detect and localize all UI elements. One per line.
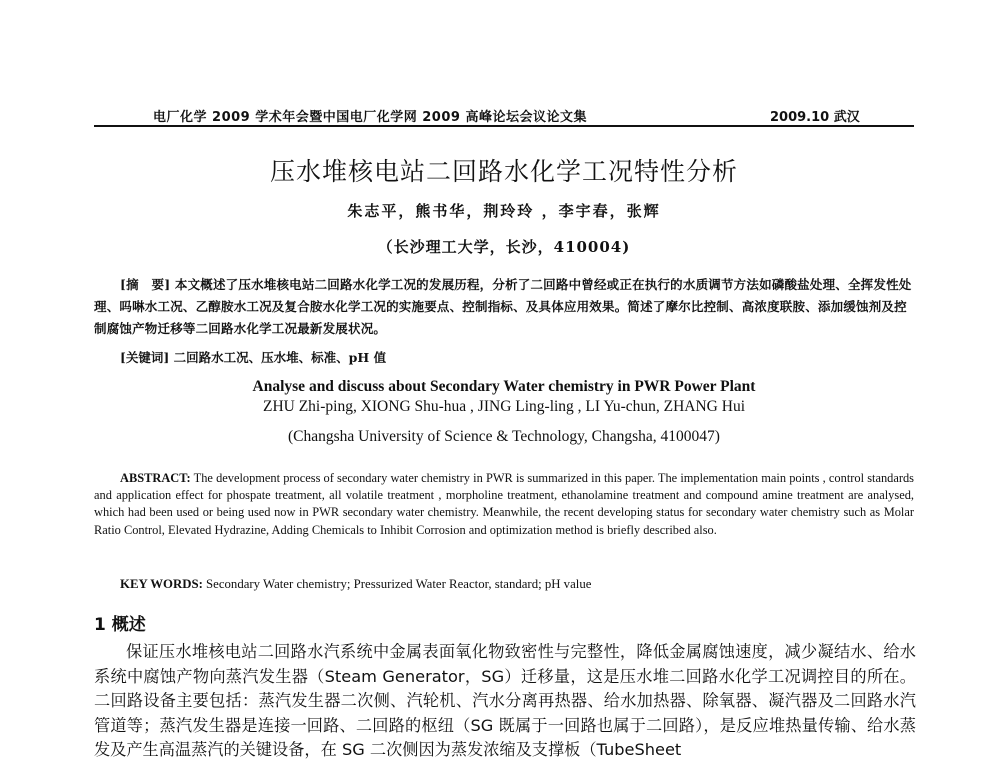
running-header-left: 电厂化学 2009 学术年会暨中国电厂化学网 2009 高峰论坛会议论文集 [153,110,587,125]
abstract-english [94,470,914,539]
keywords-english-label: KEY WORDS: [120,577,203,591]
section-1-heading: 1 概述 [94,615,146,635]
english-authors: ZHU Zhi-ping, XIONG Shu-hua , JING Ling-ling , LI Yu-chun, ZHANG Hui [262,398,745,415]
paper-title: 压水堆核电站二回路水化学工况特性分析 [269,157,738,186]
keywords-chinese: [关键词] 二回路水工况、压水堆、标准、pH 值 [120,350,387,365]
running-header-right: 2009.10 武汉 [770,110,860,125]
english-title: Analyse and discuss about Secondary Water chemistry in PWR Power Plant [252,378,756,395]
header-rule [94,125,914,127]
affiliation: （长沙理工大学，长沙，410004) [377,238,631,256]
english-affiliation: (Changsha University of Science & Technology, Changsha, 4100047) [288,428,720,445]
abstract-english-label: ABSTRACT: [120,471,191,485]
section-1-body: 保证压水堆核电站二回路水汽系统中金属表面氧化物致密性与完整性，降低金属腐蚀速度，减少凝结水、给水系统中腐蚀产物向蒸汽发生器（Steam Generator，SG）迁移量，这是压水堆二回路水化学工况调控目的所在。二回路设备主要包括：蒸汽发生器二次侧、汽轮机、汽水分离再热器、给水加热器、除氧器、凝汽器及二回路水汽管道等；蒸汽发生器是连接一回路、二回路的枢纽（SG 既属于一回路也属于二回路），是反应堆热量传输、给水蒸发及产生高温蒸汽的关键设备，在 SG 二次侧因为蒸发浓缩及支撑板（TubeSheet [94,642,916,759]
author-list: 朱志平，熊书华，荆玲玲 ，李宇春，张辉 [347,202,661,220]
keywords-english-text: Secondary Water chemistry; Pressurized Water Reactor, standard; pH value [202,577,592,591]
keywords-english [120,577,591,592]
abstract-english-text: The development process of secondary water chemistry in PWR is summarized in this paper. The implementation main points , control standards and application effect for phospate treatment, all volatile treatment , morpholine treatment, ethanolamine treatment and compound amine treatment are analysed, which had been used or being used now in PWR secondary water chemistry. Meanwhile, the recent developing status for secondary water chemistry such as Molar Ratio Control, Elevated Hydrazine, Adding Chemicals to Inhibit Corrosion and optimization method is briefly described also. [94,471,914,537]
abstract-chinese: [摘 要] 本文概述了压水堆核电站二回路水化学工况的发展历程，分析了二回路中曾经或正在执行的水质调节方法如磷酸盐处理、全挥发性处理、吗啉水工况、乙醇胺水工况及复合胺水化学工况的实施要点、控制指标、及具体应用效果。简述了摩尔比控制、高浓度联胺、添加缓蚀剂及控制腐蚀产物迁移等二回路水化学工况最新发展状况。 [94,277,912,336]
